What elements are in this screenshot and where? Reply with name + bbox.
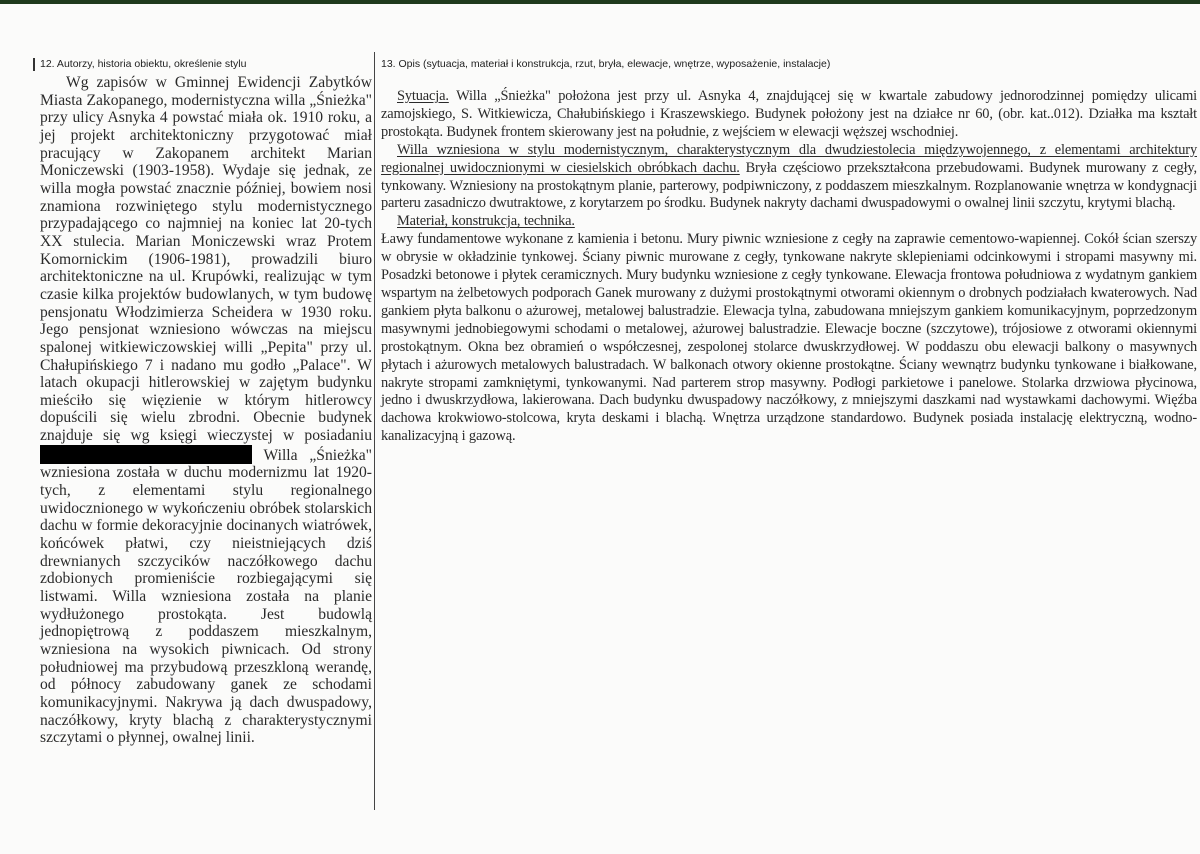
history-text-part-2: Willa „Śnieżka" wzniesiona została w duchu modernizmu lat 1920-tych, z elementami stylu regionalnego uwidocznionego w wykończeniu obróbek stolarskich dachu w formie dekoracyjnie docinanych wiatrówek, końcówek płatwi, czy nieistniejących dziś drewnianych szczycików naczółkowego dachu zdobionych promieniście rozbiegającymi się listwami. Willa wzniesiona została na planie wydłużonego prostokąta. Jest budowlą jednopiętrową z poddaszem mieszkalnym, wzniesiona na wysokich piwnicach. Od strony południowej ma przybudową przeszkloną werandę, od północy zabudowany ganek ze schodami komunikacyjnymi. Nakrywa ją dach dwuspadowy, naczółkowy, kryty blachą z charakterystycznymi szczytami o płynnej, owalnej linii. [40,446,372,747]
description-section [381,58,1197,446]
column-divider [374,52,375,810]
material-paragraph: Ławy fundamentowe wykonane z kamienia i betonu. Mury piwnic wzniesione z cegły na zaprawie cementowo-wapiennej. Cokół ścian szerszy w obrysie w okładzinie tynkowej. Ściany piwnic murowane z cegły, tynkowane nakryte sklepieniami odcinkowymi i stropami masywny mi. Posadzki betonowe i płytek ceramicznych. Mury budynku wzniesione z cegły tynkowane. Elewacja frontowa południowa z wydatnym gankiem wspartym na żelbetowych podporach Ganek murowany z dużymi prostokątnymi otworami okiennym o drobnych podziałach kwaterowych. Nad gankiem płyta balkonu o ażurowej, metalowej balustradzie. Elewacja tylna, zabudowana mniejszym gankiem komunikacyjnym, poprzedzonym masywnymi jednobiegowymi schodami o metalowej, ażurowej balustradzie. Elewacje boczne (szczytowe), trójosiowe z otworami okiennymi prostokątnym. Okna bez obramień o współczesnej, zespolonej stolarce dwuskrzydłowej. W poddaszu obu elewacji balkony o masywnych płytach i ażurowych metalowych balustradach. W balkonach otwory okienne prostokątne. Ściany wewnątrz budynku tynkowane i białkowane, nakryte stropami zamkniętymi, tynkowanymi. Nad parterem strop masywny. Podłogi parkietowe i panelowe. Stolarka drzwiowa płycinowa, jedno i dwuskrzydłowa, lakierowana. Dach budynku dwuspadowy naczółkowy, z mniejszymi daszkami nad wystawkami dachowymi. Więźba dachowa krokwiowo-stolcowa, kryta deskami i blachą. Wnętrza urządzone standardowo. Budynek posiada instalację elektryczną, wodno-kanalizacyjną i gazową. [381,231,1197,445]
history-text-part-1: Wg zapisów w Gminnej Ewidencji Zabytków Miasta Zakopanego, modernistyczna willa „Śnieżka" przy ulicy Asnyka 4 powstać miała ok. 1910 roku, a jej projekt architektoniczny przygotować miał pracujący w Zakopanem architekt Marian Moniczewski (1903-1958). Wydaje się jednak, ze willa mogła powstać znacznie później, bowiem nosi znamiona rozwiniętego stylu modernistycznego przypadającego co najmniej na koniec lat 20-tych XX stulecia. Marian Moniczewski wraz Protem Komornickim (1906-1981), prowadzili biuro architektoniczne na ul. Krupówki, realizując w tym czasie kilka projektów budowlanych, w tym budowę pensjonatu Włodzimierza Scheidera w 1930 roku. Jego pensjonat wzniesiono wówczas na miejscu spalonej witkiewiczowskiej willi „Pepita" przy ul. Chałupińskiego 7 i nadano mu godło „Palace". W latach okupacji hitlerowskiej w zajętym budynku mieściło się więzienie w którym hitlerowcy dopuścili się wielu zbrodni. Obecnie budynek znajduje się wg księgi wieczystej w posiadaniu [40,74,372,445]
style-statement: Willa wzniesiona w stylu modernistycznym, charakterystycznym dla dwudziestolecia międzywojennego, z elementami architektury regionalnej uwidocznionymi w ciesielskich obróbkach dachu. [381,141,1197,176]
style-paragraph [381,142,1197,214]
scan-edge [0,0,1200,4]
material-heading: Materiał, konstrukcja, technika. [397,213,575,230]
situation-paragraph [381,88,1197,142]
situation-text: Willa „Śnieżka" położona jest przy ul. Asnyka 4, znajdującej się w kwartale zabudowy jednorodzinnej pomiędzy ulicami zamojskiego, S. Witkiewicza, Chałubińskiego i Kraszewskiego. Budynek położony jest na działce nr 60, (obr. kat..012). Działka ma kształt prostokąta. Budynek frontem skierowany jest na południe, z wejściem w elewacji węższej wschodniej. [381,88,1197,140]
history-section [40,58,372,747]
style-text: Bryła częściowo przekształcona przebudowami. Budynek murowany z cegły, tynkowany. Wzniesiony na prostokątnym planie, parterowy, podpiwniczony, z poddaszem mieszkalnym. Rozplanowanie wnętrza w kondygnacji parteru zasadniczo dwutraktowe, z korytarzem po środku. Budynek nakryty dachami dwuspadowymi o owalnej linii szczytu, krytymi blachą. [381,159,1197,212]
section-13-header: 13. Opis (sytuacja, materiał i konstrukcja, rzut, bryła, elewacje, wnętrze, wyposażenie, instalacje) [381,58,831,70]
material-heading-line [381,213,1197,231]
section-12-header: 12. Autorzy, historia obiektu, określenie stylu [40,58,247,70]
section-marker [33,58,35,71]
description-body [381,88,1197,446]
redacted-owner [40,445,252,464]
history-paragraph [40,74,372,747]
situation-heading: Sytuacja. [397,88,449,104]
